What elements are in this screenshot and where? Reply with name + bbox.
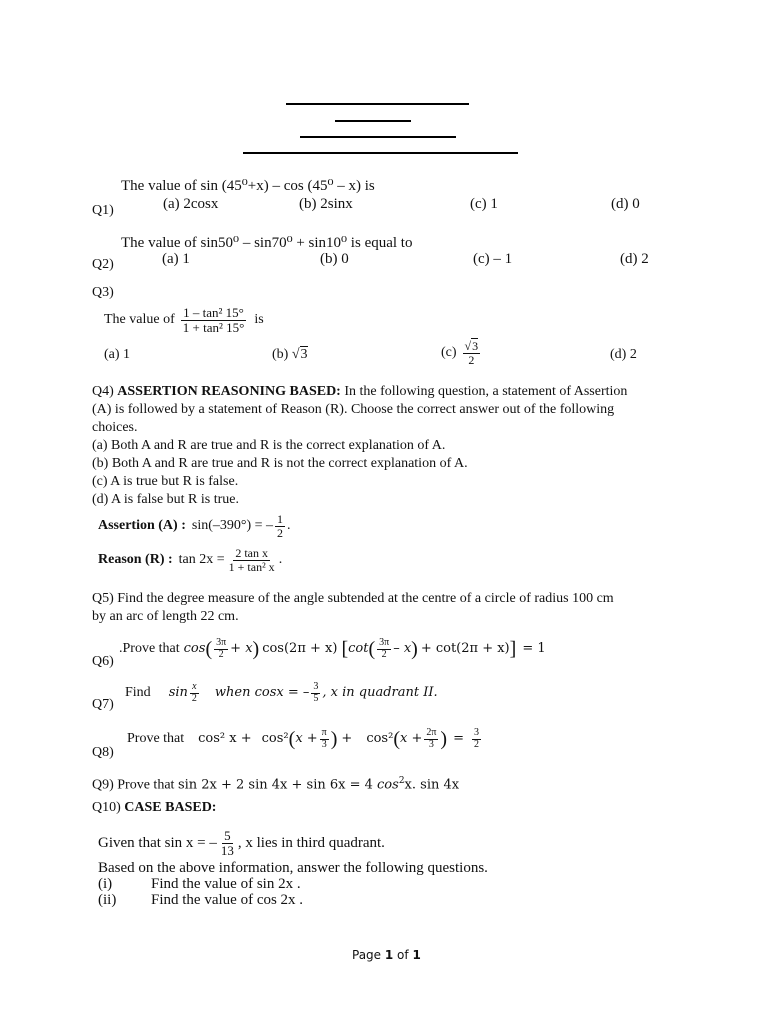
q3-option-c-num (463, 340, 481, 354)
q4-reason-label: Reason (R) : (98, 552, 173, 567)
q7-expression (125, 678, 438, 708)
q10-given-fraction (219, 829, 236, 857)
q6-equals: = 1 (522, 641, 546, 656)
q8-term-2: cos² (261, 731, 289, 746)
q7-sin: sin (168, 685, 188, 700)
q3-option-c-label: (c) (441, 345, 457, 360)
q6-frac-2-den: 2 (381, 648, 387, 660)
q8-term-1: cos² x + (198, 731, 252, 746)
q2-stem: The value of sin50⁰ – sin70⁰ + sin10⁰ is equal to (121, 235, 413, 251)
q3-stem-prefix: The value of (104, 312, 175, 327)
q6-paren-close-2: ) (411, 638, 418, 660)
q10-based: Based on the above information, answer the following questions. (98, 860, 488, 876)
q7-frac-x-den: 2 (191, 692, 197, 704)
q2-option-a: (a) 1 (162, 251, 190, 267)
q1-label: Q1) (92, 203, 114, 218)
q8-paren-open-2: ( (393, 728, 400, 750)
q3-fraction (181, 306, 247, 334)
q8-frac-1 (320, 728, 329, 750)
q6-frac-1-num: 3π (216, 637, 227, 648)
q8-frac-1-num: π (321, 727, 327, 738)
q10-sub-2: Find the value of cos 2x . (151, 892, 304, 908)
q8-frac-2-den: 3 (428, 738, 434, 750)
q3-option-c (441, 337, 482, 369)
q7-when: when cosx = – (214, 685, 310, 700)
q7-frac-c (311, 682, 320, 704)
q3-option-d: (d) 2 (610, 347, 637, 362)
header-rule-2 (335, 120, 411, 122)
q4-reason-expr: tan 2x = (178, 552, 225, 567)
q10-title: CASE BASED: (124, 800, 217, 815)
q6-paren-open: ( (205, 638, 213, 660)
q6-frac-2 (377, 638, 391, 660)
q2-option-c: (c) – 1 (473, 251, 513, 267)
q8-term-3: cos² (366, 731, 394, 746)
q8-label: Q8) (92, 745, 114, 760)
q8-paren-open: ( (288, 728, 296, 750)
q8-paren-close: ) (330, 728, 338, 750)
q4-line-1 (92, 383, 627, 401)
q8-plus: + (341, 731, 353, 746)
q7-frac-x-num: x (192, 681, 197, 692)
q4-heading: ASSERTION REASONING BASED: (117, 384, 341, 399)
q8-frac-result-num: 3 (473, 727, 479, 738)
q7-label: Q7) (92, 697, 114, 712)
q8-equals: = (453, 731, 464, 746)
q4-line-1-rest: In the following question, a statement of Assertion (340, 384, 628, 399)
q4-reason (98, 543, 282, 577)
q6-bracket-close: ] (509, 638, 517, 660)
q4-reason-period: . (278, 552, 283, 567)
q4-assertion-den: 2 (277, 525, 284, 540)
q3-option-b (272, 346, 308, 364)
q10-given-prefix: Given that sin x = – (98, 835, 217, 851)
q8-paren-close-2: ) (440, 728, 448, 750)
q4-choice-c: (c) A is true but R is false. (92, 474, 239, 489)
q6-frac-1-den: 2 (218, 648, 224, 660)
q1-option-a: (a) 2cosx (163, 196, 219, 212)
q4-choice-a: (a) Both A and R are true and R is the correct explanation of A. (92, 438, 446, 453)
footer-of: of (393, 948, 413, 962)
footer-current: 1 (384, 948, 394, 962)
q3-stem (104, 302, 264, 338)
q10-given (98, 825, 385, 861)
q9-expr: sin 2x + 2 sin 4x + sin 6x = 4 (177, 777, 378, 793)
q3-option-c-fraction (463, 340, 481, 366)
q9-cos: cos (377, 777, 399, 793)
q8-term-2-x: x + (295, 731, 318, 746)
q9-cos-power: 2 (398, 776, 405, 786)
q10-sub-2-num: (ii) (98, 892, 117, 908)
q9-prefix: Q9) Prove that (92, 777, 175, 793)
q6-paren-open-2: ( (368, 638, 376, 660)
q3-option-c-root: 3 (472, 338, 479, 353)
q2-option-b: (b) 0 (320, 251, 349, 267)
sqrt-icon: √ (464, 338, 472, 353)
q6-paren-close: ) (252, 638, 260, 660)
q3-label: Q3) (92, 285, 114, 300)
q4-assertion-expr: sin(–390°) = – (191, 518, 274, 533)
q4-label: Q4) (92, 384, 118, 399)
q3-frac-den: 1 + tan² 15° (182, 319, 245, 335)
q4-choice-b: (b) Both A and R are true and R is not the correct explanation of A. (92, 456, 468, 471)
q1-option-d: (d) 0 (611, 196, 640, 212)
q5-line-1: Q5) Find the degree measure of the angle subtended at the centre of a circle of radius 100 cm (92, 591, 614, 606)
q6-label: Q6) (92, 654, 114, 669)
q4-reason-fraction (227, 547, 277, 573)
q4-reason-den: 1 + tan² x (228, 559, 275, 574)
q1-option-c: (c) 1 (470, 196, 498, 212)
q10-given-tail: , x lies in third quadrant. (237, 835, 385, 851)
q6-cot: cot (348, 641, 369, 656)
q8-term-3-x: x + (399, 731, 423, 746)
q6-frac-2-num: 3π (379, 637, 390, 648)
q8-frac-1-den: 3 (321, 738, 327, 750)
header-rule-4 (243, 152, 518, 154)
q4-assertion-period: . (287, 518, 291, 533)
q2-option-d: (d) 2 (620, 251, 649, 267)
q5-line-2: by an arc of length 22 cm. (92, 609, 239, 624)
q9-line (92, 772, 459, 795)
q4-assertion-num: 1 (277, 511, 284, 526)
q10-label: Q10) (92, 800, 125, 815)
page-footer (352, 948, 421, 962)
q3-frac-num: 1 – tan² 15° (183, 304, 244, 320)
q9-tail: x. sin 4x (404, 777, 460, 793)
q3-option-c-den: 2 (468, 352, 475, 367)
q3-stem-suffix: is (254, 312, 264, 327)
q6-cos2: cos(2π + x) (262, 641, 338, 656)
q3-option-b-root: 3 (300, 347, 308, 362)
q4-choice-d: (d) A is false but R is true. (92, 492, 239, 507)
q8-frac-2-num: 2π (426, 727, 437, 738)
q1-option-b: (b) 2sinx (299, 196, 353, 212)
q4-assertion-fraction (275, 513, 285, 539)
q7-find: Find (125, 685, 151, 700)
q10-given-den: 13 (220, 842, 234, 858)
header-rule-1 (286, 103, 469, 105)
q4-assertion (98, 510, 291, 542)
q10-heading (92, 799, 216, 817)
q8-frac-2 (424, 728, 438, 750)
q6-bracket-open: [ (341, 638, 349, 660)
q4-assertion-label: Assertion (A) : (98, 518, 186, 533)
q10-sub-1-num: (i) (98, 876, 113, 892)
q3-option-b-label: (b) (272, 347, 289, 362)
q6-expression (119, 634, 546, 664)
q2-label: Q2) (92, 257, 114, 272)
q10-sub-1: Find the value of sin 2x . (151, 876, 301, 892)
q6-cot2: + cot(2π + x) (420, 641, 510, 656)
q8-expression (127, 724, 483, 754)
q6-frac-1 (214, 638, 228, 660)
footer-total: 1 (412, 948, 421, 962)
header-rule-3 (300, 136, 456, 138)
q1-stem: The value of sin (45⁰+x) – cos (45⁰ – x) is (121, 178, 375, 194)
q8-frac-result (472, 728, 481, 750)
q7-frac-c-den: 5 (313, 692, 319, 704)
q6-cos: cos (183, 641, 206, 656)
q4-line-3: choices. (92, 420, 138, 435)
q7-frac-c-num: 3 (313, 681, 319, 692)
q3-option-a: (a) 1 (104, 347, 131, 362)
q10-given-num: 5 (224, 827, 231, 843)
q8-prefix: Prove that (127, 731, 185, 746)
q6-prefix: .Prove that (119, 641, 180, 656)
q4-line-2: (A) is followed by a statement of Reason (R). Choose the correct answer out of the following (92, 402, 615, 417)
q6-plus-x: + x (230, 641, 253, 656)
footer-page: Page (352, 948, 385, 962)
q4-reason-num: 2 tan x (235, 545, 268, 560)
sqrt-icon: √ (291, 347, 300, 362)
q7-tail: , x in quadrant II. (322, 685, 438, 700)
q8-frac-result-den: 2 (473, 738, 479, 750)
q6-minus-x: – x (393, 641, 412, 656)
q7-frac-x (190, 682, 199, 704)
